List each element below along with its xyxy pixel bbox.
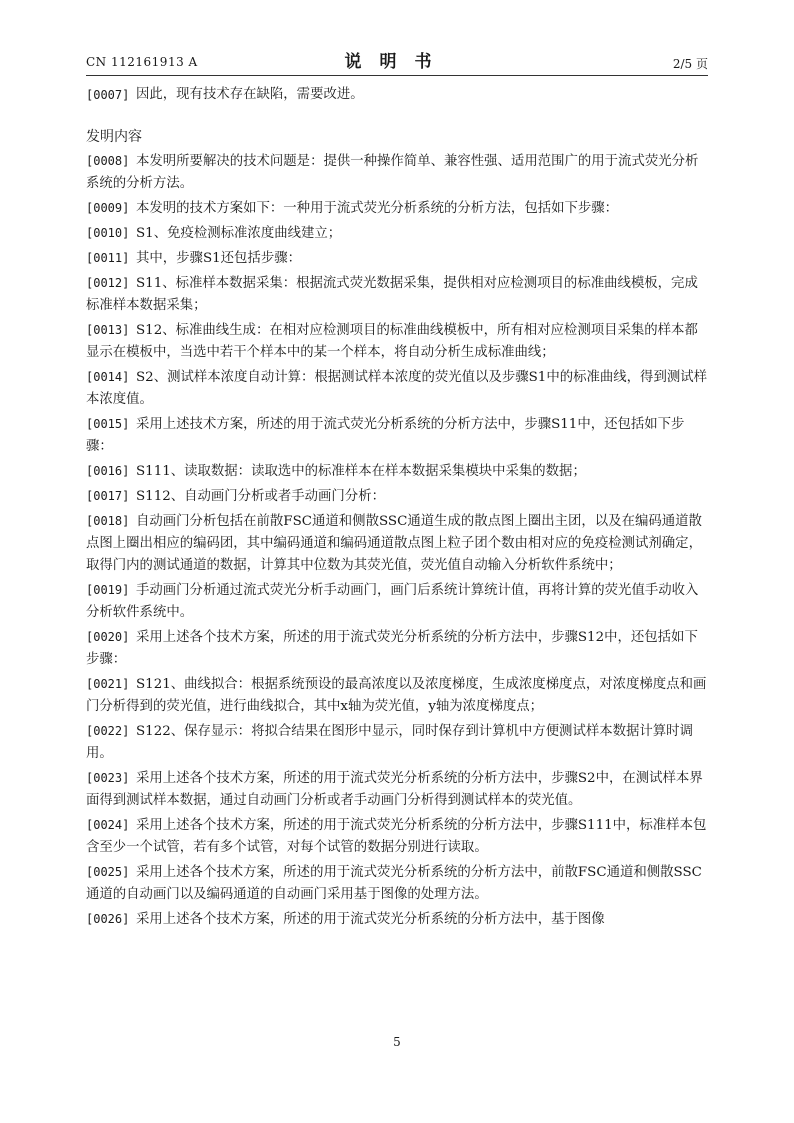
paragraph-number: [0020] bbox=[86, 630, 130, 644]
paragraph-text: S112、自动画门分析或者手动画门分析： bbox=[136, 489, 385, 504]
paragraph-0019 bbox=[86, 579, 710, 624]
paragraph-0010 bbox=[86, 222, 710, 245]
paragraph-text: 本发明的技术方案如下：一种用于流式荧光分析系统的分析方法，包括如下步骤： bbox=[136, 201, 619, 216]
paragraph-number: [0014] bbox=[86, 370, 130, 384]
paragraph-text: 采用上述各个技术方案，所述的用于流式荧光分析系统的分析方法中，基于图像 bbox=[136, 912, 605, 927]
paragraph-number: [0016] bbox=[86, 464, 130, 478]
paragraph-number: [0012] bbox=[86, 276, 130, 290]
paragraph-text: 本发明所要解决的技术问题是：提供一种操作简单、兼容性强、适用范围广的用于流式荧光分析系统的分析方法。 bbox=[86, 154, 699, 191]
paragraph-number: [0009] bbox=[86, 201, 130, 215]
paragraph-0017 bbox=[86, 485, 710, 508]
paragraph-text: S122、保存显示：将拟合结果在图形中显示，同时保存到计算机中方便测试样本数据计算时调用。 bbox=[86, 724, 693, 761]
paragraph-0018 bbox=[86, 510, 710, 577]
paragraph-number: [0015] bbox=[86, 417, 130, 431]
paragraph-0016 bbox=[86, 460, 710, 483]
paragraph-0024 bbox=[86, 814, 710, 859]
paragraph-text: 采用上述各个技术方案，所述的用于流式荧光分析系统的分析方法中，步骤S2中，在测试样本界面得到测试样本数据，通过自动画门分析或者手动画门分析得到测试样本的荧光值。 bbox=[86, 771, 703, 808]
paragraph-text: 采用上述技术方案，所述的用于流式荧光分析系统的分析方法中，步骤S11中，还包括如下步骤： bbox=[86, 417, 685, 454]
paragraph-text: 采用上述各个技术方案，所述的用于流式荧光分析系统的分析方法中，前散FSC通道和侧散SSC通道的自动画门以及编码通道的自动画门采用基于图像的处理方法。 bbox=[86, 865, 702, 902]
paragraph-number: [0007] bbox=[86, 88, 130, 102]
section-title: 发明内容 bbox=[86, 129, 142, 145]
paragraph-0009 bbox=[86, 197, 710, 220]
paragraph-number: [0021] bbox=[86, 677, 130, 691]
paragraph-number: [0017] bbox=[86, 489, 130, 503]
paragraph-0008 bbox=[86, 150, 710, 195]
paragraph-text: S2、测试样本浓度自动计算：根据测试样本浓度的荧光值以及步骤S1中的标准曲线，得到测试样本浓度值。 bbox=[86, 370, 708, 407]
paragraph-0020 bbox=[86, 626, 710, 671]
paragraph-number: [0013] bbox=[86, 323, 130, 337]
paragraph-text: S1、免疫检测标准浓度曲线建立； bbox=[136, 226, 342, 241]
paragraph-0013 bbox=[86, 319, 710, 364]
paragraph-number: [0022] bbox=[86, 724, 130, 738]
paragraph-0021 bbox=[86, 673, 710, 718]
paragraph-text: 其中，步骤S1还包括步骤： bbox=[136, 251, 301, 266]
paragraph-list bbox=[86, 150, 710, 931]
paragraph-text: 手动画门分析通过流式荧光分析手动画门，画门后系统计算统计值，再将计算的荧光值手动收入分析软件系统中。 bbox=[86, 583, 699, 620]
paragraph-0023 bbox=[86, 767, 710, 812]
paragraph-text: S111、读取数据：读取选中的标准样本在样本数据采集模块中采集的数据； bbox=[136, 464, 586, 479]
paragraph-0026 bbox=[86, 908, 710, 931]
paragraph-number: [0025] bbox=[86, 865, 130, 879]
document-body bbox=[86, 84, 710, 933]
paragraph-0012 bbox=[86, 272, 710, 317]
paragraph-text: 因此，现有技术存在缺陷，需要改进。 bbox=[136, 87, 364, 102]
paragraph-number: [0010] bbox=[86, 226, 130, 240]
document-title: 说明书 bbox=[344, 52, 450, 72]
paragraph-number: [0024] bbox=[86, 818, 130, 832]
paragraph-number: [0011] bbox=[86, 251, 130, 265]
page-number: 5 bbox=[393, 1035, 401, 1049]
paragraph-text: S12、标准曲线生成：在相对应检测项目的标准曲线模板中，所有相对应检测项目采集的样本都显示在模板中，当选中若干个样本中的某一个样本，将自动分析生成标准曲线； bbox=[86, 323, 698, 360]
paragraph-number: [0019] bbox=[86, 583, 130, 597]
paragraph-0015 bbox=[86, 413, 710, 458]
paragraph-text: 自动画门分析包括在前散FSC通道和侧散SSC通道生成的散点图上圈出主团，以及在编码通道散点图上圈出相应的编码团，其中编码通道和编码通道散点图上粒子团个数由相对应的免疫检测试剂确定，取得门内的测试通道的数据，计算其中位数为其荧光值，荧光值自动输入分析软件系统中； bbox=[86, 514, 702, 573]
paragraph-0022 bbox=[86, 720, 710, 765]
paragraph-text: S11、标准样本数据采集：根据流式荧光数据采集，提供相对应检测项目的标准曲线模板，完成标准样本数据采集； bbox=[86, 276, 698, 313]
paragraph-0025 bbox=[86, 861, 710, 906]
paragraph-text: 采用上述各个技术方案，所述的用于流式荧光分析系统的分析方法中，步骤S111中，标准样本包含至少一个试管，若有多个试管，对每个试管的数据分别进行读取。 bbox=[86, 818, 707, 855]
paragraph-0007 bbox=[86, 84, 710, 106]
page-header bbox=[86, 47, 708, 76]
paragraph-number: [0026] bbox=[86, 912, 130, 926]
paragraph-number: [0023] bbox=[86, 771, 130, 785]
paragraph-0014 bbox=[86, 366, 710, 411]
paragraph-text: S121、曲线拟合：根据系统预设的最高浓度以及浓度梯度，生成浓度梯度点，对浓度梯度点和画门分析得到的荧光值，进行曲线拟合，其中x轴为荧光值，y轴为浓度梯度点； bbox=[86, 677, 707, 714]
patent-number: CN 112161913 A bbox=[86, 55, 198, 69]
paragraph-0011 bbox=[86, 247, 710, 270]
paragraph-number: [0008] bbox=[86, 154, 130, 168]
paragraph-text: 采用上述各个技术方案，所述的用于流式荧光分析系统的分析方法中，步骤S12中，还包括如下步骤： bbox=[86, 630, 698, 667]
page-indicator: 2/5 页 bbox=[672, 57, 708, 71]
paragraph-number: [0018] bbox=[86, 514, 130, 528]
